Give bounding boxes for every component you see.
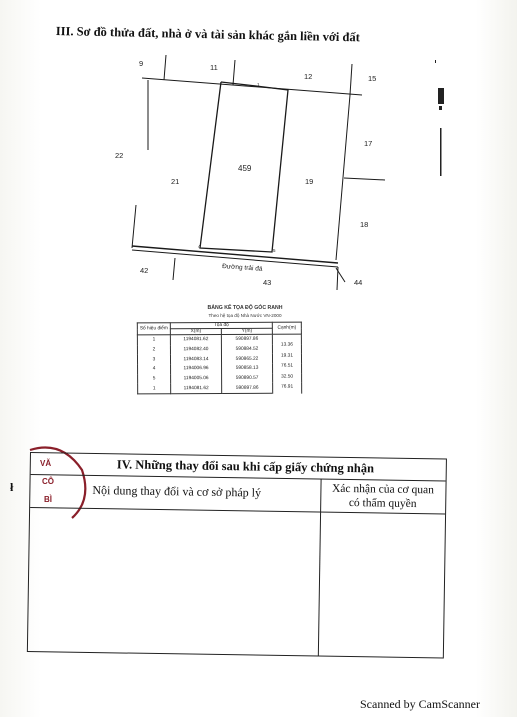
section-4-title: IV. Những thay đổi sau khi cấp giấy chứng nhận [116,457,375,476]
boundary-tick [350,64,352,95]
header-x: X(m) [170,328,221,334]
margin-mark: ł [10,480,14,494]
neighbor-label-12: 12 [304,72,313,81]
coordinate-table [137,322,302,395]
scanner-watermark: Scanned by CamScanner [360,697,480,711]
neighbor-label-44: 44 [354,278,363,287]
neighbor-label-9: 9 [139,59,144,68]
road-label: Đường trải đá [221,263,263,273]
neighbor-label-19: 19 [305,177,314,186]
neighbor-label-42: 42 [140,266,149,275]
right-boundary-line [336,95,350,260]
edge-length: 32.50 [281,374,294,380]
table-row: 2 1194082.40 590884.52 [137,344,301,354]
neighbor-label-22: 22 [115,151,124,160]
header-point: Số hiệu điểm [137,323,170,335]
vertex-label: 5 [273,248,276,253]
stamp-text: CÔ [42,477,54,486]
section-4-table [27,452,447,659]
table-row: 1 1194081.62 590897.86 13.36 19.31 76.51 32.50 76.91 [137,334,301,345]
parcel-number: 459 [238,164,252,173]
header-length: Cạnh(m) [272,322,301,334]
top-boundary-line [142,78,362,95]
neighbor-label-21: 21 [171,177,180,186]
edge-length: 76.51 [281,363,294,369]
vertex-label: 1 [257,82,260,87]
edge-length: 13.36 [280,342,293,348]
road-edge-top [132,246,338,263]
coord-table-subtitle: Theo hệ tọa độ Nhà Nước VN-2000 [208,313,282,318]
table-row: 3 1194083.14 590865.22 [137,354,301,364]
neighbor-label-18: 18 [360,220,369,229]
header-coords: Tọa độ [170,322,272,329]
column-confirmation-line: Xác nhận của cơ quan [331,482,434,497]
neighbor-label-11: 11 [210,63,218,72]
boundary-tick [233,60,235,85]
section-4-column-headers [30,474,445,515]
column-confirmation-line: có thẩm quyền [348,497,417,511]
table-row: 4 1194006.96 590858.13 [138,364,302,374]
edge-length: 76.91 [281,384,294,390]
neighbor-label-17: 17 [364,139,373,148]
lengths-cell [272,334,301,393]
coord-table-title: BẢNG KÊ TỌA ĐỘ GÓC RANH [207,305,283,311]
table-row: 1 1194081.62 590897.86 [138,383,302,394]
edge-length: 19.31 [280,353,294,359]
stamp-text: VĂ [40,459,52,468]
column-changes: Nội dung thay đổi và cơ sở pháp lý [92,482,262,500]
right-neighbor-line [344,178,385,180]
header-y: Y(m) [221,328,272,334]
neighbor-label-43: 43 [263,278,272,287]
section-3-title: III. Sơ đồ thửa đất, nhà ở và tài sản khác gắn liền với đất [55,24,360,45]
vertex-label: 4 [198,244,201,249]
boundary-tick [173,258,175,280]
scan-artifact [430,40,450,180]
table-row: 5 1194005.06 590890.57 [138,373,302,383]
column-confirmation [320,482,445,512]
left-boundary-line [132,205,136,248]
neighbor-label-15: 15 [368,74,377,83]
boundary-tick [164,55,166,80]
stamp-text: BÌ [44,495,52,504]
